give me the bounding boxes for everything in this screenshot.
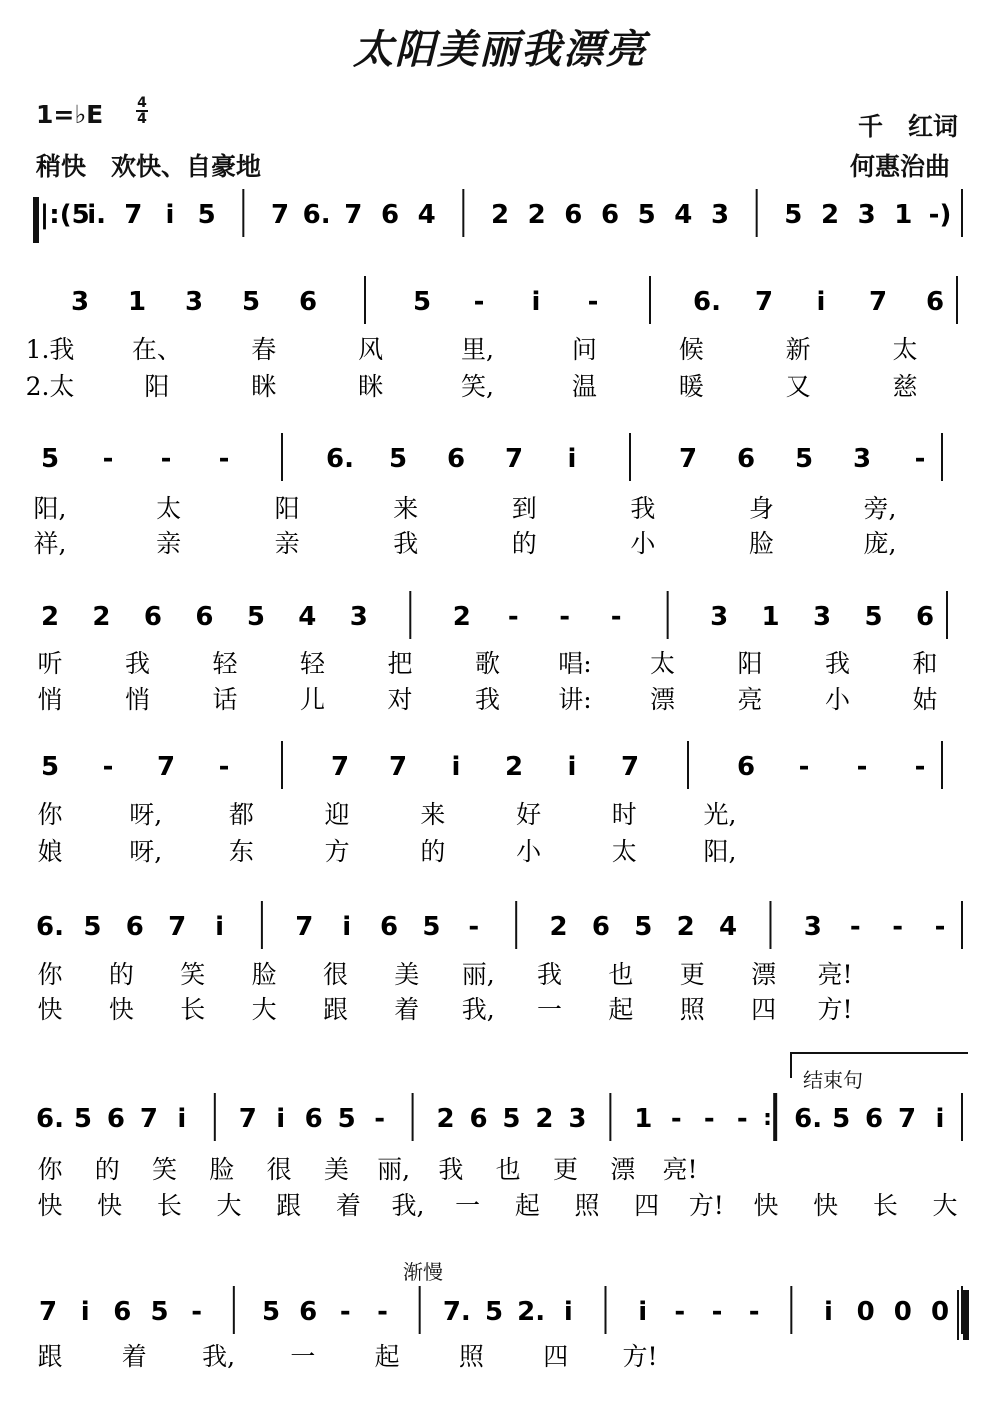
note-95: 3 (803, 912, 822, 942)
lyric-l2_v1-5: 我 (630, 494, 656, 523)
lyric-l3_v1-2: 轻 (212, 649, 238, 678)
lyric-l6_v1-0: 你 (37, 1155, 63, 1184)
note-72: i (451, 752, 461, 782)
note-83: 7 (168, 912, 187, 942)
lyric-l4_v1-3: 迎 (324, 800, 350, 829)
lyric-l5_v1-8: 也 (608, 960, 634, 989)
note-7: 7 (344, 200, 363, 230)
tempo-expression: 稍快 欢快、自豪地 (36, 152, 262, 181)
lyric-l5_v1-10: 漂 (751, 960, 777, 989)
note-52: 6 (143, 602, 162, 632)
note-58: - (507, 602, 519, 632)
lyric-l1_v2-1: 阳 (144, 372, 170, 401)
lyric-l3_v2-5: 我 (474, 685, 501, 714)
lyric-l5_v1-0: 你 (37, 960, 63, 989)
lyric-l4_v2-4: 的 (420, 837, 446, 866)
key-signature: 1=♭E (36, 100, 104, 129)
lyric-l6_v1-6: 丽, (377, 1155, 411, 1184)
note-143: 0 (930, 1297, 950, 1327)
note-24: 3 (184, 287, 204, 317)
lyric-l6_v2-8: 起 (514, 1191, 540, 1220)
note-11: 2 (527, 200, 546, 230)
lyric-l1_v1-4: 里, (461, 335, 494, 364)
lyric-l7_v1-4: 起 (374, 1342, 400, 1371)
lyric-l3_v1-6: 唱: (558, 649, 592, 678)
lyric-l6_v1-11: 亮! (662, 1155, 698, 1184)
note-121: 7 (897, 1104, 917, 1134)
note-134: 2. (517, 1297, 546, 1327)
note-51: 2 (92, 602, 111, 632)
lyric-l3_v2-8: 亮 (737, 685, 763, 714)
note-96: - (849, 912, 861, 942)
note-82: 6 (125, 912, 144, 942)
lyric-l5_v1-5: 美 (394, 960, 420, 989)
note-79: - (914, 752, 926, 782)
note-1: i. (87, 200, 107, 230)
note-118: 6. (794, 1104, 823, 1134)
lyric-l1_v2-7: 又 (785, 372, 811, 401)
note-67: - (102, 752, 114, 782)
note-87: 6 (380, 912, 399, 942)
note-138: - (711, 1297, 723, 1327)
lyric-l7_v1-5: 照 (458, 1342, 484, 1371)
lyric-l3_v2-10: 姑 (912, 685, 938, 714)
note-9: 4 (417, 200, 436, 230)
note-55: 4 (298, 602, 317, 632)
note-139: - (748, 1297, 760, 1327)
lyric-l1_v1-5: 问 (571, 335, 597, 364)
note-57: 2 (452, 602, 471, 632)
lyric-l2_v1-0: 阳, (33, 494, 67, 523)
note-69: - (218, 752, 230, 782)
lyric-l3_v2-3: 儿 (299, 685, 326, 714)
lyric-l2_v1-2: 阳 (274, 494, 300, 523)
lyric-l6_v2-7: 一 (455, 1191, 481, 1220)
note-78: - (856, 752, 868, 782)
note-0: ||:(5 (30, 200, 90, 230)
lyric-l3_v2-7: 漂 (649, 685, 676, 714)
lyric-l2_v2-2: 亲 (274, 529, 300, 558)
lyric-l7_v1-0: 跟 (37, 1342, 63, 1371)
lyric-l6_v2-12: 快 (753, 1191, 779, 1220)
note-129: 6 (299, 1297, 318, 1327)
note-97: - (892, 912, 904, 942)
note-54: 5 (246, 602, 265, 632)
note-63: 3 (813, 602, 832, 632)
note-19: 3 (857, 200, 876, 230)
note-100: 5 (73, 1104, 93, 1134)
lyric-l2_v2-1: 亲 (156, 529, 182, 558)
lyric-l6_v1-5: 美 (323, 1155, 349, 1184)
lyric-l1_v2-3: 眯 (358, 372, 384, 401)
lyric-l5_v2-11: 方! (817, 995, 853, 1024)
lyric-l6_v1-1: 的 (94, 1155, 120, 1184)
note-80: 6. (36, 912, 64, 942)
note-77: - (798, 752, 810, 782)
lyric-l2_v2-0: 祥, (33, 529, 67, 558)
lyric-l7_v1-1: 着 (121, 1342, 147, 1371)
lyric-l6_v2-5: 着 (335, 1191, 361, 1220)
note-116: - (703, 1104, 715, 1134)
ending-label: 结束句 (803, 1068, 863, 1092)
lyric-l4_v1-1: 呀, (129, 800, 163, 829)
lyric-l2_v1-4: 到 (511, 494, 537, 523)
note-53: 6 (195, 602, 214, 632)
note-38: - (160, 444, 172, 474)
lyric-l1_v1-6: 候 (678, 335, 704, 364)
lyric-l4_v2-1: 呀, (129, 837, 163, 866)
note-85: 7 (295, 912, 314, 942)
lyric-l6_v1-9: 更 (552, 1155, 578, 1184)
lyric-l6_v1-3: 脸 (209, 1155, 235, 1184)
note-114: 1 (634, 1104, 653, 1134)
note-140: i (824, 1297, 833, 1327)
note-61: 3 (710, 602, 729, 632)
lyric-l7_v1-3: 一 (290, 1342, 316, 1371)
note-18: 2 (820, 200, 840, 230)
lyric-l4_v2-0: 娘 (37, 837, 63, 866)
lyric-l5_v1-11: 亮! (817, 960, 853, 989)
note-42: 6 (446, 444, 466, 474)
note-16: 3 (710, 200, 730, 230)
note-120: 6 (865, 1104, 884, 1134)
note-28: - (473, 287, 485, 317)
lyric-l5_v1-6: 丽, (461, 960, 495, 989)
note-130: - (339, 1297, 351, 1327)
note-10: 2 (490, 200, 510, 230)
note-81: 5 (83, 912, 102, 942)
lyric-l5_v2-7: 一 (537, 995, 563, 1024)
note-33: i (816, 287, 826, 317)
song-title: 太阳美丽我漂亮 (353, 26, 647, 73)
note-40: 6. (326, 444, 354, 474)
note-3: i (165, 200, 175, 230)
note-49: - (914, 444, 926, 474)
lyric-l6_v2-13: 快 (813, 1191, 839, 1220)
note-65: 6 (915, 602, 935, 632)
lyric-l2_v1-1: 太 (156, 494, 182, 523)
lyric-l7_v1-7: 方! (622, 1342, 658, 1371)
note-29: i (531, 287, 541, 317)
note-43: 7 (504, 444, 524, 474)
note-142: 0 (893, 1297, 912, 1327)
lyric-l5_v2-3: 大 (251, 995, 277, 1024)
time-signature: 4 4 (137, 95, 147, 127)
note-99: 6. (36, 1104, 64, 1134)
note-131: - (377, 1297, 388, 1327)
note-41: 5 (388, 444, 408, 474)
note-110: 6 (469, 1104, 488, 1134)
note-4: 5 (197, 200, 216, 230)
lyric-l6_v2-10: 四 (634, 1191, 660, 1220)
lyric-l6_v2-1: 快 (97, 1191, 123, 1220)
note-122: i (935, 1104, 945, 1134)
lyric-l4_v2-3: 方 (324, 837, 350, 866)
lyric-l5_v1-2: 笑 (180, 960, 206, 989)
note-133: 5 (484, 1297, 504, 1327)
lyric-l6_v2-15: 大 (932, 1191, 958, 1220)
lyric-l2_v2-4: 的 (511, 529, 537, 558)
lyric-l5_v2-9: 照 (679, 995, 705, 1024)
note-13: 6 (600, 200, 620, 230)
lyric-l1_v1-8: 太 (892, 335, 918, 364)
note-102: 7 (139, 1104, 158, 1134)
lyric-l6_v2-6: 我, (391, 1191, 425, 1220)
note-98: - (934, 912, 946, 942)
note-31: 6. (693, 287, 721, 317)
note-109: 2 (436, 1104, 455, 1134)
lyric-l3_v2-2: 话 (212, 685, 238, 714)
note-108: - (374, 1104, 386, 1134)
note-74: i (567, 752, 577, 782)
note-137: - (674, 1297, 686, 1327)
note-104: 7 (238, 1104, 257, 1134)
note-15: 4 (674, 200, 693, 230)
note-36: 5 (40, 444, 60, 474)
lyric-l5_v1-9: 更 (679, 960, 705, 989)
lyric-l1_v2-5: 温 (571, 372, 597, 401)
lyric-l6_v2-2: 长 (156, 1191, 182, 1220)
note-5: 7 (270, 200, 290, 230)
lyric-l4_v1-2: 都 (228, 800, 254, 829)
lyric-l5_v2-0: 快 (37, 995, 63, 1024)
lyric-l3_v1-3: 轻 (299, 649, 326, 678)
note-135: i (563, 1297, 573, 1327)
note-47: 5 (794, 444, 814, 474)
note-101: 6 (106, 1104, 125, 1134)
lyric-l2_v1-6: 身 (748, 494, 774, 523)
lyric-l3_v2-0: 悄 (37, 685, 63, 714)
lyric-l6_v2-3: 大 (216, 1191, 242, 1220)
lyric-l7_v1-6: 四 (543, 1342, 569, 1371)
note-22: 3 (70, 287, 90, 317)
lyric-l3_v2-9: 小 (824, 685, 851, 714)
note-30: - (587, 287, 599, 317)
note-86: i (342, 912, 352, 942)
lyric-l1_v1-7: 新 (785, 335, 811, 364)
note-103: i (177, 1104, 187, 1134)
lyric-l5_v1-1: 的 (108, 960, 134, 989)
note-37: - (102, 444, 114, 474)
note-32: 7 (754, 287, 774, 317)
lyric-l3_v1-7: 太 (649, 649, 676, 678)
note-90: 2 (549, 912, 568, 942)
lyric-l6_v1-10: 漂 (610, 1155, 636, 1184)
note-34: 7 (868, 287, 888, 317)
lyric-l3_v2-4: 对 (387, 685, 413, 714)
lyric-l5_v2-4: 跟 (322, 995, 348, 1024)
lyric-l6_v1-4: 很 (266, 1155, 292, 1184)
note-112: 2 (535, 1104, 554, 1134)
lyric-l1_v1-3: 风 (358, 335, 384, 364)
note-8: 6 (380, 200, 400, 230)
lyric-l5_v2-1: 快 (108, 995, 134, 1024)
note-88: 5 (422, 912, 441, 942)
note-64: 5 (864, 602, 883, 632)
lyric-l2_v2-3: 我 (393, 529, 419, 558)
note-60: - (610, 602, 622, 632)
note-89: - (468, 912, 480, 942)
lyric-l6_v2-14: 长 (872, 1191, 898, 1220)
lyric-l6_v1-8: 也 (495, 1155, 521, 1184)
note-117: - (736, 1104, 748, 1134)
note-128: 5 (261, 1297, 281, 1327)
note-56: 3 (349, 602, 368, 632)
lyric-l2_v2-7: 庞, (863, 529, 897, 558)
note-45: 7 (678, 444, 698, 474)
lyric-l2_v1-3: 来 (393, 494, 419, 523)
note-6: 6. (302, 200, 331, 230)
note-119: 5 (832, 1104, 851, 1134)
note-126: 5 (150, 1297, 169, 1327)
note-132: 7. (442, 1297, 471, 1327)
lyric-l4_v2-6: 太 (611, 837, 637, 866)
lyric-l7_v1-2: 我, (202, 1342, 236, 1371)
note-75: 7 (620, 752, 640, 782)
note-62: 1 (761, 602, 780, 632)
note-92: 5 (634, 912, 653, 942)
note-113: 3 (568, 1104, 587, 1134)
lyric-l6_v2-9: 照 (574, 1191, 600, 1220)
lyric-l4_v2-5: 小 (516, 837, 542, 866)
note-25: 5 (241, 287, 261, 317)
note-136: i (638, 1297, 648, 1327)
note-44: i (567, 444, 577, 474)
lyric-l3_v1-4: 把 (387, 649, 413, 678)
note-66: 5 (40, 752, 60, 782)
note-23: 1 (127, 287, 147, 317)
lyric-l1_v2-6: 暖 (678, 372, 704, 401)
lyric-l5_v1-4: 很 (322, 960, 348, 989)
note-26: 6 (298, 287, 318, 317)
note-14: 5 (637, 200, 656, 230)
note-70: 7 (330, 752, 350, 782)
note-2: 7 (124, 200, 143, 230)
note-21: -) (928, 200, 952, 230)
lyric-l5_v2-2: 长 (180, 995, 206, 1024)
note-84: i (215, 912, 224, 942)
note-93: 2 (676, 912, 695, 942)
lyric-l5_v2-8: 起 (608, 995, 634, 1024)
lyric-l3_v1-9: 我 (824, 649, 851, 678)
note-91: 6 (591, 912, 610, 942)
note-35: 6 (925, 287, 945, 317)
composer: 何惠治曲 (850, 152, 951, 181)
note-76: 6 (736, 752, 756, 782)
lyric-l1_v2-4: 笑, (461, 372, 494, 401)
note-27: 5 (412, 287, 432, 317)
note-39: - (218, 444, 230, 474)
lyric-l3_v1-5: 歌 (474, 649, 501, 678)
lyric-l4_v2-2: 东 (228, 837, 254, 866)
lyric-l2_v1-7: 旁, (863, 494, 897, 523)
lyric-l2_v2-5: 小 (630, 529, 656, 558)
lyric-l5_v1-3: 脸 (251, 960, 277, 989)
note-68: 7 (156, 752, 176, 782)
lyric-l4_v2-7: 阳, (703, 837, 737, 866)
lyric-l1_v1-2: 春 (251, 335, 277, 364)
repeat-dots: : (763, 1106, 772, 1131)
note-127: - (191, 1297, 203, 1327)
lyric-l3_v1-0: 听 (37, 649, 63, 678)
note-20: 1 (894, 200, 913, 230)
lyric-l6_v2-0: 快 (37, 1191, 63, 1220)
lyric-l4_v1-0: 你 (37, 800, 63, 829)
lyric-l3_v1-10: 和 (912, 649, 938, 678)
lyric-l4_v1-7: 光, (703, 800, 737, 829)
lyric-l3_v1-1: 我 (124, 649, 151, 678)
note-141: 0 (856, 1297, 875, 1327)
note-94: 4 (719, 912, 738, 942)
note-12: 6 (564, 200, 583, 230)
note-59: - (559, 602, 571, 632)
note-46: 6 (736, 444, 756, 474)
lyric-l4_v1-5: 好 (516, 800, 542, 829)
lyric-l1_v2-2: 眯 (251, 372, 277, 401)
lyric-l5_v2-10: 四 (751, 995, 777, 1024)
note-125: 6 (113, 1297, 132, 1327)
lyric-l4_v1-4: 来 (420, 800, 446, 829)
lyric-l1_v1-0: 1.我 (25, 335, 75, 364)
lyric-l2_v2-6: 脸 (748, 529, 774, 558)
lyric-l6_v1-7: 我 (438, 1155, 464, 1184)
lyric-l1_v2-8: 慈 (892, 372, 918, 401)
lyric-l1_v2-0: 2.太 (25, 372, 75, 401)
note-106: 6 (304, 1104, 323, 1134)
note-17: 5 (784, 200, 803, 230)
note-115: - (670, 1104, 682, 1134)
lyric-l5_v1-7: 我 (537, 960, 563, 989)
note-50: 2 (40, 602, 60, 632)
note-123: 7 (38, 1297, 58, 1327)
lyric-l3_v1-8: 阳 (737, 649, 763, 678)
note-73: 2 (504, 752, 524, 782)
lyricist: 千 红词 (858, 112, 959, 141)
lyric-l3_v2-1: 悄 (124, 685, 151, 714)
lyric-l5_v2-5: 着 (394, 995, 420, 1024)
note-48: 3 (852, 444, 872, 474)
note-124: i (80, 1297, 90, 1327)
lyric-l3_v2-6: 讲: (558, 685, 592, 714)
lyric-l5_v2-6: 我, (461, 995, 495, 1024)
lyric-l6_v2-4: 跟 (276, 1191, 302, 1220)
lyric-l4_v1-6: 时 (611, 800, 637, 829)
note-107: 5 (337, 1104, 356, 1134)
note-71: 7 (388, 752, 408, 782)
lyric-l1_v1-1: 在、 (131, 335, 182, 364)
lyric-l6_v1-2: 笑 (152, 1155, 178, 1184)
lyric-l6_v2-11: 方! (688, 1191, 724, 1220)
tempo-mark: 渐慢 (403, 1260, 443, 1284)
note-105: i (276, 1104, 286, 1134)
note-111: 5 (502, 1104, 521, 1134)
